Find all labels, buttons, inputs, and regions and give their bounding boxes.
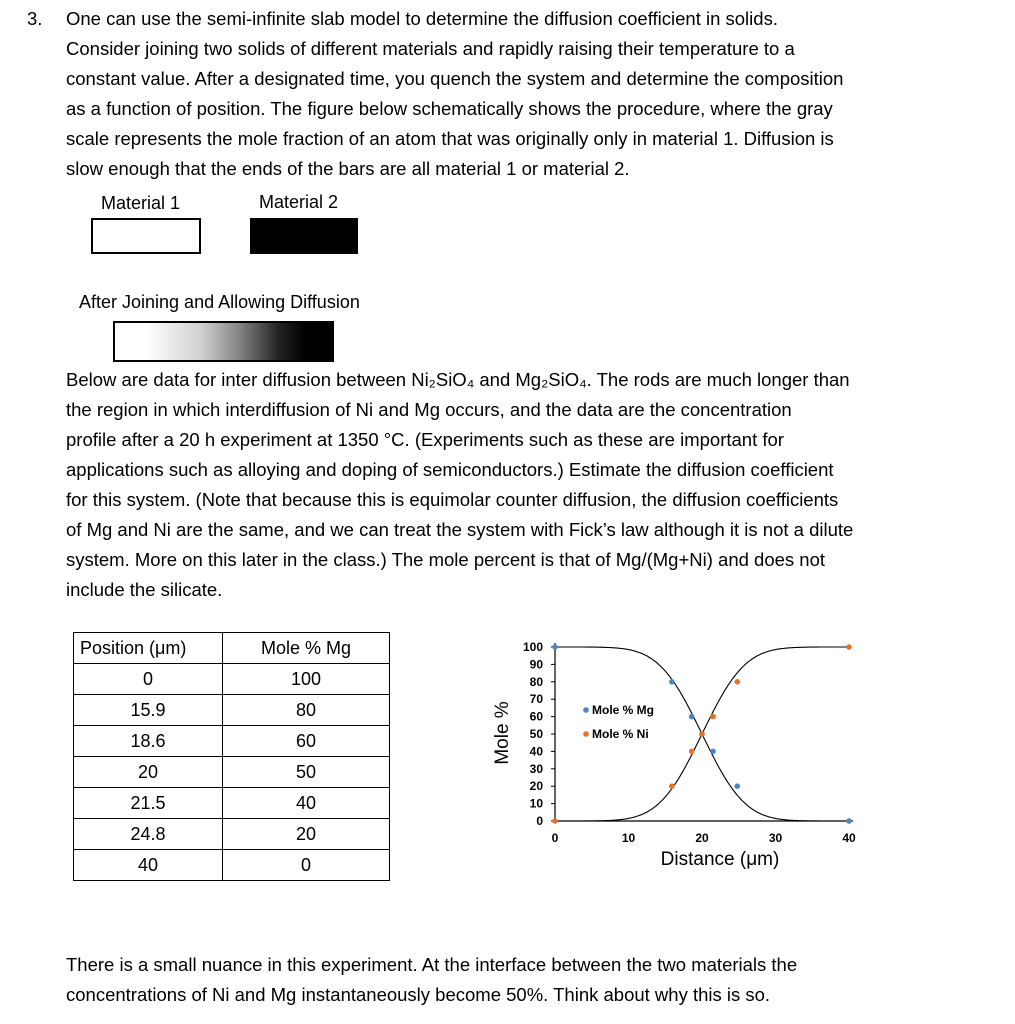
material1-label: Material 1	[101, 193, 181, 213]
data-point	[669, 783, 675, 789]
position-cell: 0	[74, 664, 223, 695]
problem-number: 3.	[27, 8, 43, 29]
mole-cell: 50	[223, 757, 390, 788]
x-tick-label: 10	[621, 831, 636, 845]
data-line: of Mg and Ni are the same, and we can treat the system with Fick’s law although it is not a dilute	[66, 519, 854, 540]
position-cell: 40	[74, 850, 223, 881]
data-point	[689, 714, 695, 720]
data-line: the region in which interdiffusion of Ni and Mg occurs, and the data are the concentration	[66, 399, 792, 420]
x-tick-label: 30	[768, 831, 783, 845]
y-tick-label: 20	[529, 779, 543, 794]
legend-label: Mole % Ni	[592, 727, 649, 741]
data-line: system. More on this later in the class.) The mole percent is that of Mg/(Mg+Ni) and does not	[66, 549, 826, 570]
data-line: applications such as alloying and doping of semiconductors.) Estimate the diffusion coefficient	[66, 459, 834, 480]
y-tick-label: 50	[529, 727, 543, 741]
data-point	[689, 749, 695, 755]
data-point	[734, 679, 740, 685]
position-cell: 18.6	[74, 726, 223, 757]
nuance-line: There is a small nuance in this experiment. At the interface between the two materials the	[66, 954, 798, 975]
x-tick-label: 40	[842, 831, 856, 845]
data-line: include the silicate.	[66, 579, 223, 600]
nuance-line: concentrations of Ni and Mg instantaneously become 50%. Think about why this is so.	[66, 984, 771, 1005]
mole-cell: 80	[223, 695, 390, 726]
data-point	[552, 818, 558, 824]
data-point	[552, 644, 558, 650]
data-line: profile after a 20 h experiment at 1350 °C. (Experiments such as these are important for	[66, 429, 784, 450]
legend-marker	[583, 707, 589, 713]
y-tick-label: 30	[529, 761, 543, 776]
y-tick-label: 90	[529, 657, 543, 672]
position-cell: 15.9	[74, 695, 223, 726]
data-point	[699, 731, 705, 737]
nuance-paragraph	[66, 950, 966, 1010]
mole-cell: 60	[223, 726, 390, 757]
mole-cell: 20	[223, 819, 390, 850]
mole-cell: 40	[223, 788, 390, 819]
intro-line: One can use the semi-infinite slab model to determine the diffusion coefficient in solids.	[66, 8, 778, 29]
mole-cell: 100	[223, 664, 390, 695]
legend-label: Mole % Mg	[592, 703, 654, 717]
intro-line: scale represents the mole fraction of an atom that was originally only in material 1. Diffusion is	[66, 128, 834, 149]
data-point	[846, 644, 852, 650]
data-line: Below are data for inter diffusion between Ni₂SiO₄ and Mg₂SiO₄. The rods are much longer than	[66, 369, 850, 390]
y-axis-title: Mole %	[492, 701, 513, 765]
after-diffusion-label: After Joining and Allowing Diffusion	[79, 292, 360, 312]
intro-line: constant value. After a designated time, you quench the system and determine the composition	[66, 68, 844, 89]
data-point	[710, 714, 716, 720]
y-tick-label: 60	[529, 709, 543, 724]
x-axis-title: Distance (μm)	[660, 849, 780, 870]
material2-label: Material 2	[259, 192, 339, 212]
intro-line: as a function of position. The figure below schematically shows the procedure, where the gray	[66, 98, 833, 119]
y-tick-label: 40	[529, 744, 543, 759]
data-point	[734, 783, 740, 789]
x-tick-label: 0	[551, 831, 559, 845]
mole-mg-header: Mole % Mg	[223, 633, 390, 664]
position-cell: 24.8	[74, 819, 223, 850]
y-tick-label: 80	[529, 674, 543, 689]
position-header: Position (μm)	[74, 633, 223, 664]
intro-line: slow enough that the ends of the bars are all material 1 or material 2.	[66, 158, 630, 179]
data-line: for this system. (Note that because this is equimolar counter diffusion, the diffusion coefficients	[66, 489, 839, 510]
legend-marker	[583, 731, 589, 737]
y-tick-label: 0	[536, 814, 543, 828]
x-tick-label: 20	[695, 831, 709, 845]
data-point	[669, 679, 675, 685]
y-tick-label: 10	[529, 796, 543, 811]
position-cell: 20	[74, 757, 223, 788]
y-tick-label: 100	[522, 640, 543, 654]
mole-cell: 0	[223, 850, 390, 881]
data-point	[710, 749, 716, 755]
data-point	[846, 818, 852, 824]
y-tick-label: 70	[529, 692, 543, 707]
intro-line: Consider joining two solids of different materials and rapidly raising their temperature to a	[66, 38, 795, 59]
position-cell: 21.5	[74, 788, 223, 819]
